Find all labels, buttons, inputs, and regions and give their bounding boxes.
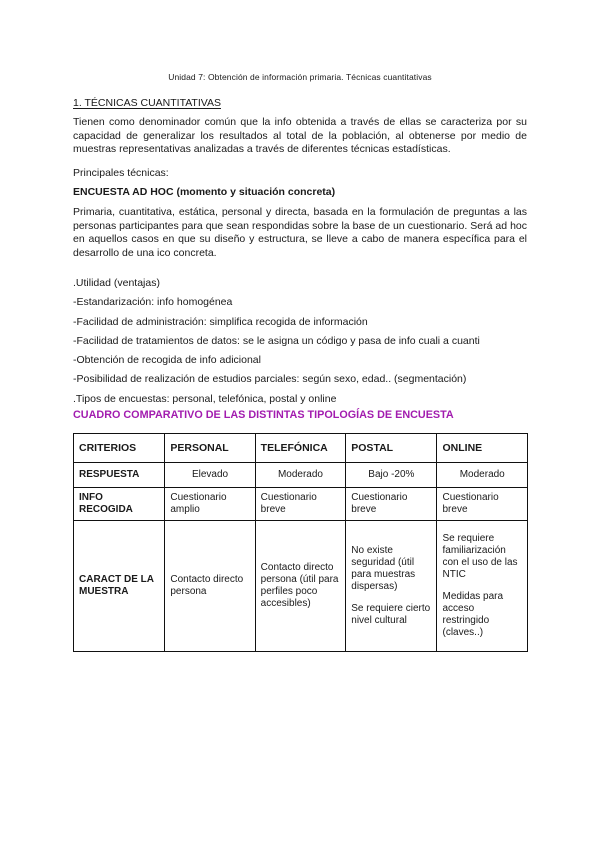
cell-text: Se requiere cierto nivel cultural xyxy=(351,603,431,626)
header-telefonica: TELEFÓNICA xyxy=(255,434,346,463)
table-cell xyxy=(346,521,437,652)
row-label: RESPUESTA xyxy=(74,463,165,488)
table-cell: Bajo -20% xyxy=(346,463,437,488)
table-title: CUADRO COMPARATIVO DE LAS DISTINTAS TIPOLOGÍAS DE ENCUESTA xyxy=(73,409,454,421)
table-cell: Cuestionario breve xyxy=(437,488,528,521)
header-personal: PERSONAL xyxy=(165,434,255,463)
table-row xyxy=(74,463,528,488)
list-item: .Utilidad (ventajas) xyxy=(73,277,160,289)
page-header: Unidad 7: Obtención de información primaria. Técnicas cuantitativas xyxy=(168,72,432,82)
principales-label: Principales técnicas: xyxy=(73,167,169,179)
list-item: -Estandarización: info homogénea xyxy=(73,296,233,309)
cell-text: Medidas para acceso restringido (claves..) xyxy=(442,591,504,638)
table-header-row xyxy=(74,434,528,463)
row-label: INFO RECOGIDA xyxy=(74,488,165,521)
table-cell xyxy=(437,521,528,652)
table-cell: Elevado xyxy=(165,463,255,488)
intro-paragraph: Tienen como denominador común que la info obtenida a través de ellas se caracteriza por su capacidad de generalizar los resultados al total de la población, al obtenerse por medio de muestras representativas analizadas a través de diferentes técnicas estadísticas. xyxy=(73,116,527,155)
table-row xyxy=(74,521,528,652)
list-item: .Tipos de encuestas: personal, telefónica, postal y online xyxy=(73,392,337,405)
table-cell: Contacto directo persona (útil para perfiles poco accesibles) xyxy=(255,521,346,652)
cell-text: Se requiere familiarización con el uso de las NTIC xyxy=(442,533,518,580)
list-item: -Obtención de recogida de info adicional xyxy=(73,354,261,367)
encuesta-title: ENCUESTA AD HOC (momento y situación concreta) xyxy=(73,186,336,198)
header-criterios: CRITERIOS xyxy=(74,434,165,463)
list-item: -Facilidad de tratamientos de datos: se le asigna un código y pasa de info cuali a cuanti xyxy=(73,334,480,347)
header-postal: POSTAL xyxy=(346,434,437,463)
list-item: -Posibilidad de realización de estudios parciales: según sexo, edad.. (segmentación) xyxy=(73,373,467,386)
table-cell: Moderado xyxy=(437,463,528,488)
table-cell: Cuestionario breve xyxy=(255,488,346,521)
header-online: ONLINE xyxy=(437,434,528,463)
table-cell: Moderado xyxy=(255,463,346,488)
comparison-table xyxy=(73,433,528,652)
table-cell: Contacto directo persona xyxy=(165,521,255,652)
cell-text: No existe seguridad (útil para muestras dispersas) xyxy=(351,545,416,592)
utility-list xyxy=(73,276,480,411)
table-cell: Cuestionario breve xyxy=(346,488,437,521)
row-label: CARACT DE LA MUESTRA xyxy=(74,521,165,652)
table-row xyxy=(74,488,528,521)
table-cell: Cuestionario amplio xyxy=(165,488,255,521)
encuesta-description: Primaria, cuantitativa, estática, personal y directa, basada en la formulación de preguntas a las personas participantes para que sean respondidas sobre la base de un cuestionario. Será ad hoc en aquellos casos en que su diseño y estructura, se lleve a cabo de manera específica para el desarrollo de una ico concreta. xyxy=(73,206,527,259)
list-item: -Facilidad de administración: simplifica recogida de información xyxy=(73,315,368,328)
section-title: 1. TÉCNICAS CUANTITATIVAS xyxy=(73,97,221,109)
